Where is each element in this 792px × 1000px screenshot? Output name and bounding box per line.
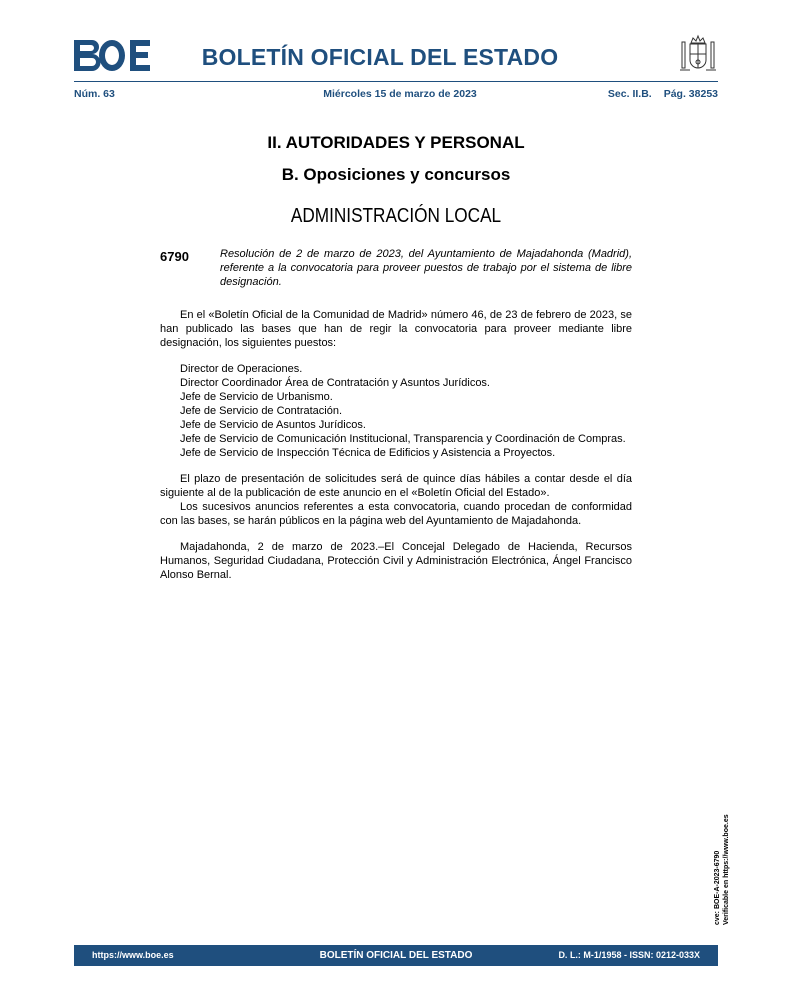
document-summary: Resolución de 2 de marzo de 2023, del Ayuntamiento de Majadahonda (Madrid), referente a la convocatoria para proveer puestos de trabajo por el sistema de libre designación. (220, 248, 632, 288)
header-rule (74, 81, 718, 82)
list-item: Jefe de Servicio de Inspección Técnica de Edificios y Asistencia a Proyectos. (180, 447, 556, 459)
cve-code: cve: BOE-A-2023-6790 (714, 850, 721, 925)
document-number: 6790 (160, 249, 189, 264)
issue-number: Núm. 63 (74, 88, 115, 100)
page-number: Pág. 38253 (663, 88, 718, 100)
footer-legal-deposit: D. L.: M-1/1958 - ISSN: 0212-033X (558, 950, 700, 960)
list-item: Jefe de Servicio de Comunicación Institucional, Transparencia y Coordinación de Compras. (180, 433, 626, 445)
verify-link[interactable]: Verificable en https://www.boe.es (723, 814, 730, 925)
footer-bar (74, 945, 718, 966)
section-code: Sec. II.B. (607, 88, 652, 100)
footer-url-link[interactable]: https://www.boe.es (92, 950, 174, 960)
deadline-paragraph: El plazo de presentación de solicitudes será de quince días hábiles a contar desde el día siguiente al de la publicación de este anuncio en el «Boletín Oficial del Estado». (160, 473, 632, 499)
subsection-title: B. Oposiciones y concursos (281, 165, 511, 184)
signature-paragraph: Majadahonda, 2 de marzo de 2023.–El Concejal Delegado de Hacienda, Recursos Humanos, Seguridad Ciudadana, Protección Civil y Administración Electrónica, Ángel Francisco Alonso Bernal. (160, 541, 632, 581)
intro-paragraph: En el «Boletín Oficial de la Comunidad de Madrid» número 46, de 23 de febrero de 2023, se han publicado las bases que han de regir la convocatoria para proveer mediante libre designación, los siguientes puestos: (160, 309, 632, 349)
list-item: Jefe de Servicio de Contratación. (180, 405, 343, 417)
verification-sidebar (714, 805, 736, 925)
list-item: Director Coordinador Área de Contratación y Asuntos Jurídicos. (180, 377, 490, 389)
footer-bulletin-name: BOLETÍN OFICIAL DEL ESTADO (319, 950, 473, 961)
document-body (160, 308, 632, 582)
list-item: Jefe de Servicio de Asuntos Jurídicos. (180, 419, 366, 431)
section-and-page (608, 88, 718, 100)
list-item: Jefe de Servicio de Urbanismo. (180, 391, 333, 403)
positions-list (160, 362, 632, 460)
list-item: Director de Operaciones. (180, 363, 303, 375)
issue-date: Miércoles 15 de marzo de 2023 (323, 88, 477, 100)
section-title: II. AUTORIDADES Y PERSONAL (267, 133, 525, 152)
organization-title: ADMINISTRACIÓN LOCAL (290, 205, 502, 227)
boe-logo (74, 40, 150, 71)
spain-coat-of-arms-icon (678, 34, 718, 78)
announcements-paragraph: Los sucesivos anuncios referentes a esta convocatoria, cuando procedan de conformidad con las bases, se harán públicos en la página web del Ayuntamiento de Majadahonda. (160, 501, 632, 527)
bulletin-title: BOLETÍN OFICIAL DEL ESTADO (201, 44, 559, 70)
